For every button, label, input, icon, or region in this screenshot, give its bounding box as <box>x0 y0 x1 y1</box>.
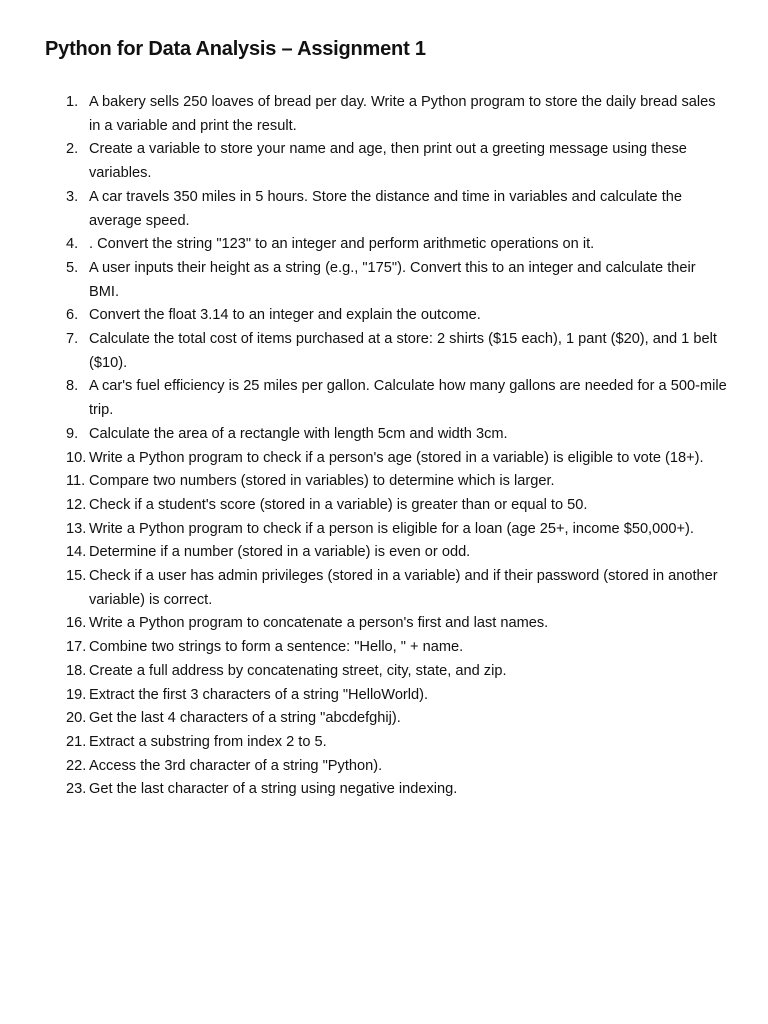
question-number: 6. <box>66 307 79 324</box>
list-item <box>0 755 768 779</box>
question-text: Write a Python program to check if a person's age (stored in a variable) is eligible to vote (18+). <box>89 449 704 466</box>
question-number: 1. <box>66 94 79 110</box>
question-number: 23. <box>66 781 87 798</box>
list-item <box>0 304 768 328</box>
question-text: Create a full address by concatenating street, city, state, and zip. <box>89 662 507 679</box>
question-number: 12. <box>66 496 87 513</box>
list-item <box>0 660 768 684</box>
page-title: Python for Data Analysis – Assignment 1 <box>45 38 426 60</box>
question-number: 19. <box>66 686 87 703</box>
question-number: 9. <box>66 425 79 442</box>
question-text: A car travels 350 miles in 5 hours. Store the distance and time in variables and calculate the average speed. <box>89 188 682 229</box>
list-item <box>0 707 768 731</box>
list-item <box>0 541 768 565</box>
list-item <box>0 684 768 708</box>
question-list <box>0 91 768 802</box>
list-item <box>0 636 768 660</box>
question-number: 21. <box>66 733 87 750</box>
question-number: 10. <box>66 449 87 466</box>
question-text: Get the last character of a string using negative indexing. <box>89 781 458 798</box>
question-text: Create a variable to store your name and age, then print out a greeting message using these variables. <box>89 141 687 182</box>
list-item <box>0 186 768 233</box>
question-number: 5. <box>66 259 79 276</box>
question-text: A user inputs their height as a string (e.g., "175"). Convert this to an integer and calculate their BMI. <box>89 259 696 300</box>
list-item <box>0 375 768 422</box>
question-text: Write a Python program to concatenate a person's first and last names. <box>89 615 549 632</box>
question-number: 14. <box>66 544 87 561</box>
list-item <box>0 328 768 375</box>
list-item <box>0 233 768 257</box>
question-text: A bakery sells 250 loaves of bread per day. Write a Python program to store the daily bread sales in a variable and print the result. <box>89 94 716 134</box>
question-number: 11. <box>66 473 86 490</box>
list-item <box>0 423 768 447</box>
question-text: Access the 3rd character of a string "Python). <box>89 757 383 774</box>
question-text: Calculate the total cost of items purchased at a store: 2 shirts ($15 each), 1 pant ($20), and 1 belt ($10). <box>89 331 717 371</box>
question-text: Extract the first 3 characters of a string "HelloWorld). <box>89 686 429 703</box>
list-item <box>0 778 768 802</box>
question-number: 15. <box>66 568 87 585</box>
question-text: Get the last 4 characters of a string "abcdefghij). <box>89 710 401 727</box>
question-number: 18. <box>66 662 87 679</box>
question-text: Convert the float 3.14 to an integer and explain the outcome. <box>89 307 481 324</box>
list-item <box>0 447 768 471</box>
question-text: Check if a user has admin privileges (stored in a variable) and if their password (stored in another variable) is correct. <box>89 568 718 608</box>
list-item <box>0 91 768 138</box>
question-number: 3. <box>66 188 79 205</box>
question-text: Compare two numbers (stored in variables) to determine which is larger. <box>89 473 555 490</box>
list-item <box>0 257 768 304</box>
list-item <box>0 470 768 494</box>
list-item <box>0 565 768 612</box>
question-number: 8. <box>66 378 79 395</box>
question-text: Calculate the area of a rectangle with length 5cm and width 3cm. <box>89 425 508 442</box>
question-text: . Convert the string "123" to an integer and perform arithmetic operations on it. <box>89 236 595 253</box>
question-number: 16. <box>66 615 87 632</box>
question-text: A car's fuel efficiency is 25 miles per gallon. Calculate how many gallons are needed for a 500-mile trip. <box>89 378 727 419</box>
question-number: 4. <box>66 236 79 253</box>
question-text: Write a Python program to check if a person is eligible for a loan (age 25+, income $50,000+). <box>89 520 694 537</box>
question-text: Check if a student's score (stored in a variable) is greater than or equal to 50. <box>89 496 588 513</box>
question-number: 13. <box>66 520 87 537</box>
question-number: 2. <box>66 141 79 158</box>
question-text: Determine if a number (stored in a variable) is even or odd. <box>89 544 471 561</box>
question-text: Combine two strings to form a sentence: "Hello, " + name. <box>89 639 464 656</box>
list-item <box>0 138 768 185</box>
question-number: 20. <box>66 710 87 727</box>
question-text: Extract a substring from index 2 to 5. <box>89 733 327 750</box>
question-number: 17. <box>66 639 87 656</box>
question-number: 7. <box>66 331 79 348</box>
list-item <box>0 731 768 755</box>
list-item <box>0 612 768 636</box>
list-item <box>0 494 768 518</box>
list-item <box>0 518 768 542</box>
question-number: 22. <box>66 757 87 774</box>
